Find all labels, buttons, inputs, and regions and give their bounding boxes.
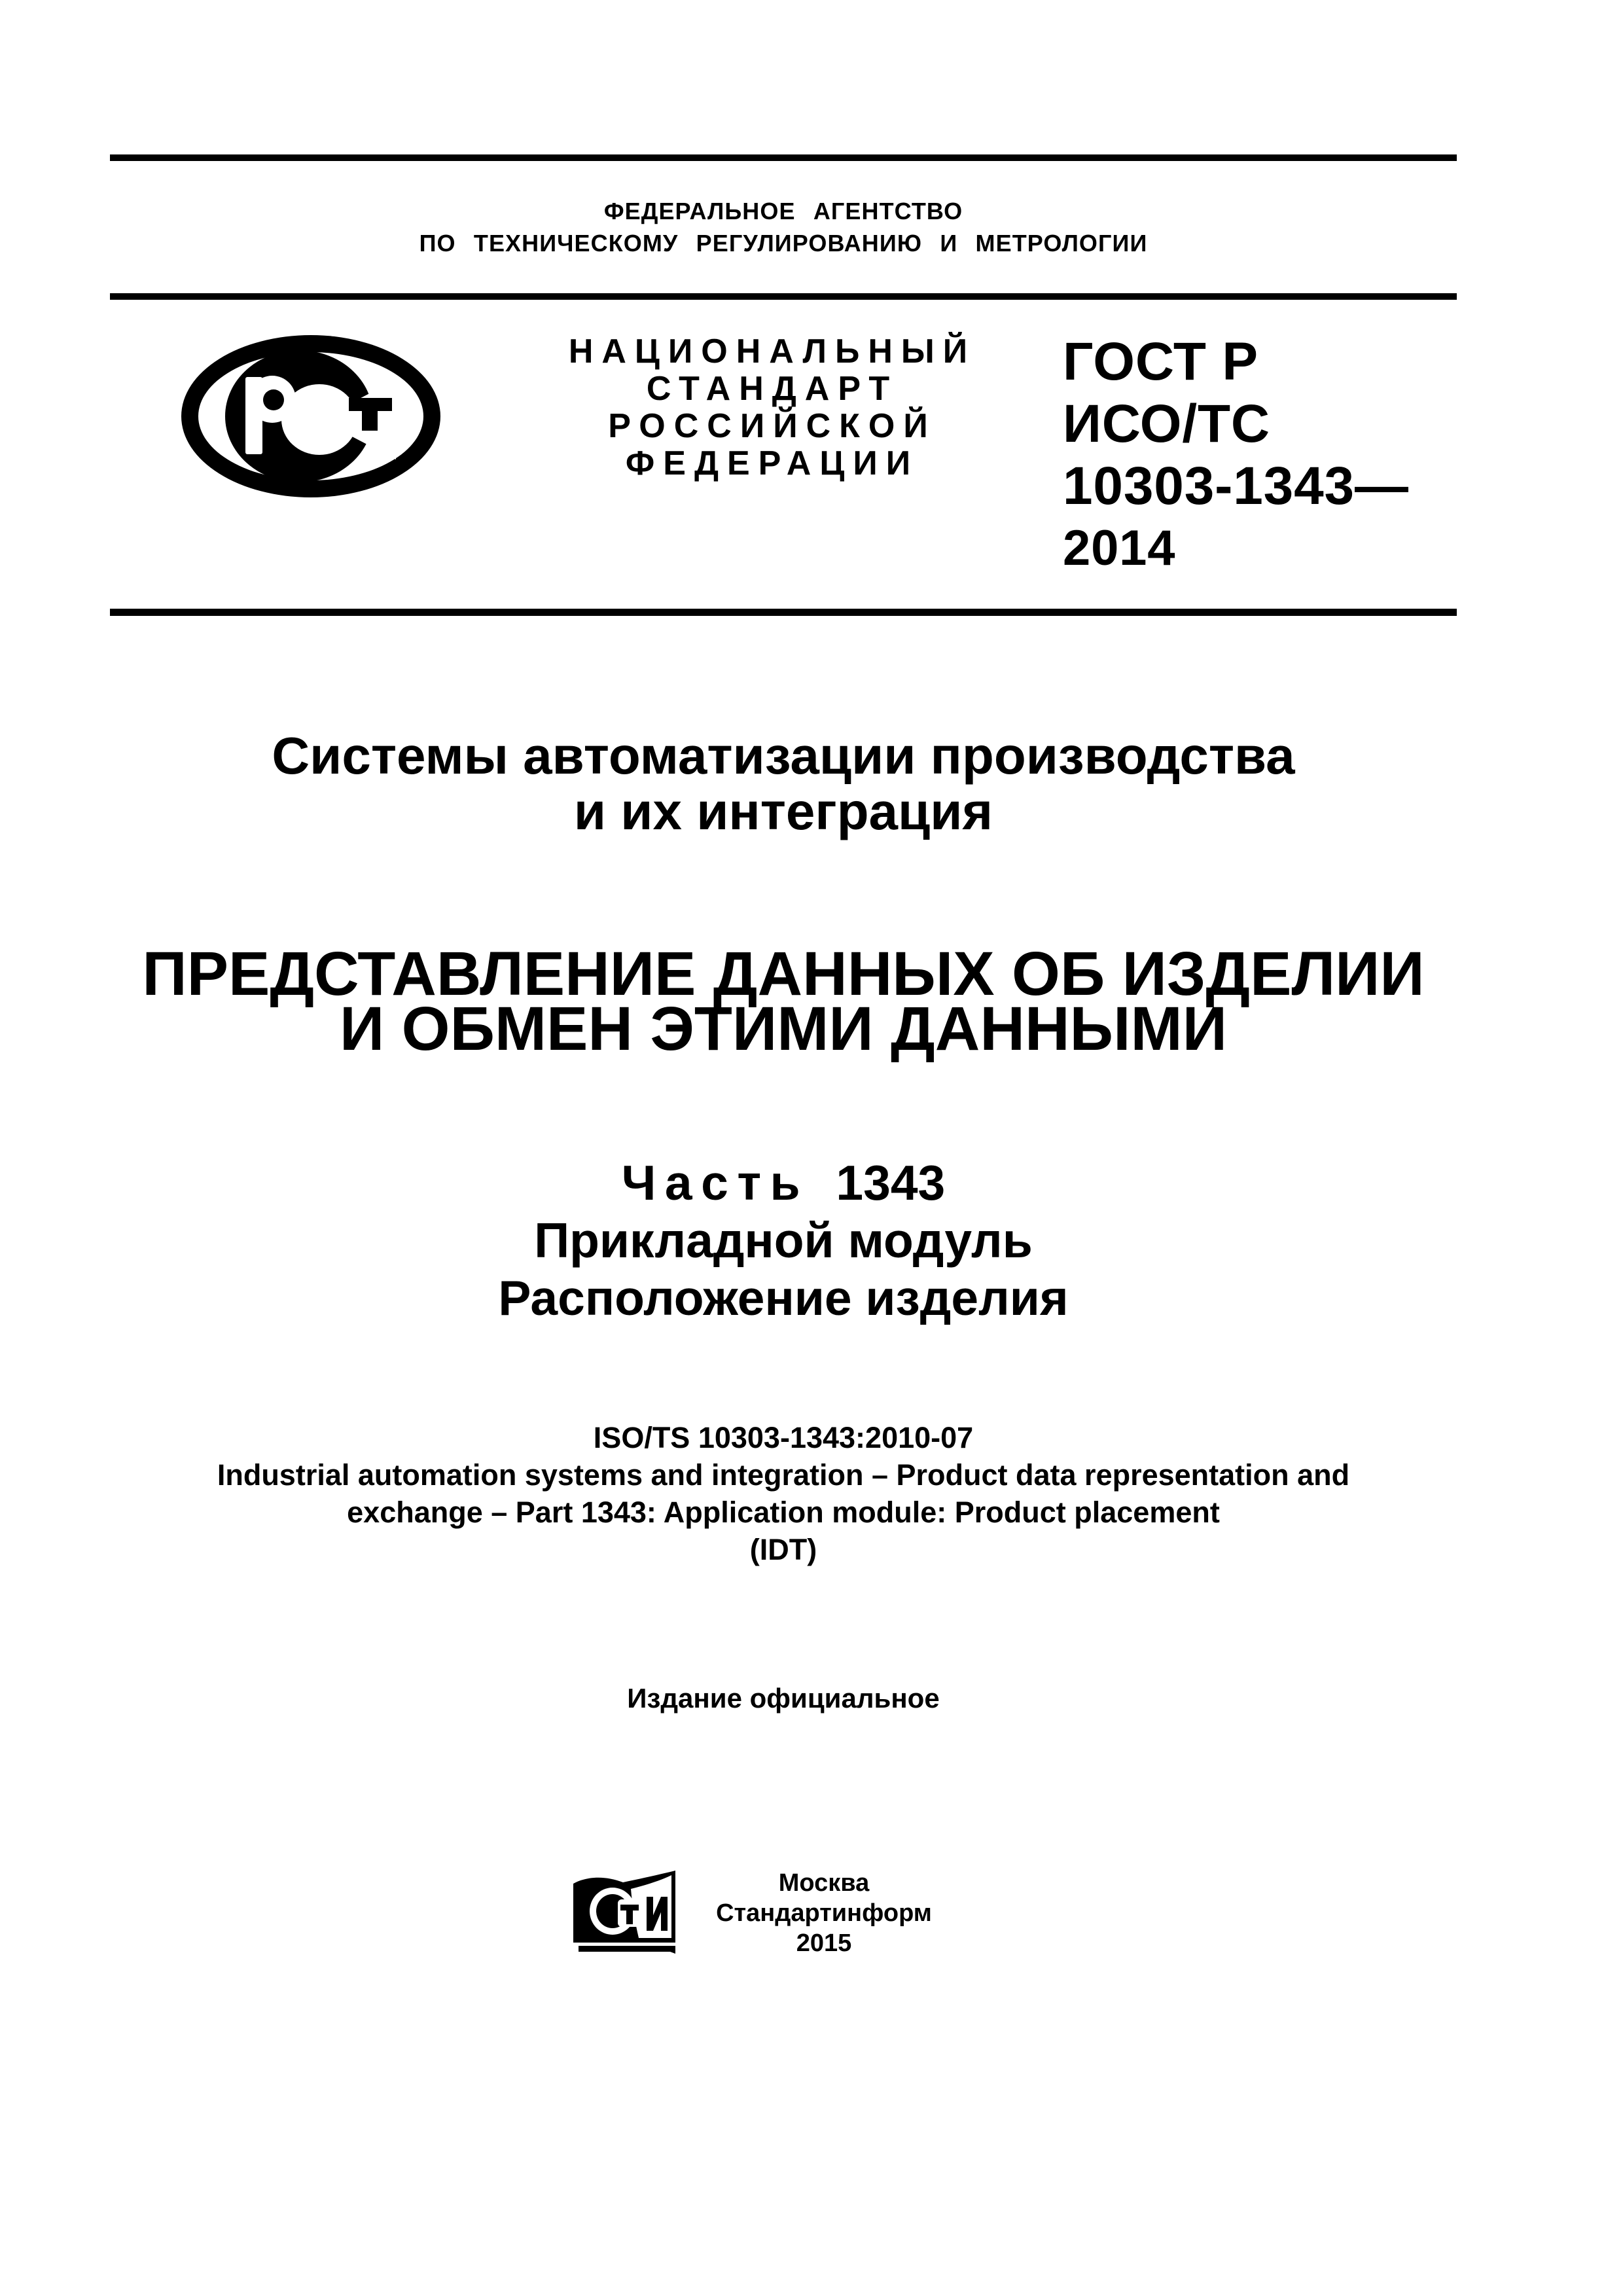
standard-type-line: НАЦИОНАЛЬНЫЙ <box>568 332 976 370</box>
part-number: 1343 <box>836 1155 946 1210</box>
national-standard-label <box>543 333 1001 482</box>
subject-group-title <box>110 728 1457 839</box>
iso-title-line-1: Industrial automation systems and integration – Product data representation and <box>217 1458 1350 1492</box>
rst-certification-icon <box>180 334 442 499</box>
standard-type-line: ФЕДЕРАЦИИ <box>625 444 919 482</box>
identity-note: (IDT) <box>749 1533 817 1566</box>
agency-line-1: ФЕДЕРАЛЬНОЕ АГЕНТСТВО <box>603 198 963 224</box>
top-rule <box>110 154 1457 161</box>
masthead-rule <box>110 609 1457 616</box>
iso-reference-block <box>110 1419 1457 1568</box>
designation-line: 10303-1343— <box>1063 456 1409 516</box>
part-heading <box>110 1154 1457 1211</box>
standard-designation <box>1063 331 1482 579</box>
designation-line: ИСО/ТС <box>1063 394 1270 454</box>
standard-type-line: РОССИЙСКОЙ <box>608 407 936 445</box>
subject-line-2: и их интеграция <box>573 782 993 840</box>
federal-agency-header <box>110 195 1457 259</box>
main-title-line-1: ПРЕДСТАВЛЕНИЕ ДАННЫХ ОБ ИЗДЕЛИИ <box>142 939 1425 1009</box>
imprint-year: 2015 <box>796 1929 852 1957</box>
standard-type-line: СТАНДАРТ <box>646 370 899 408</box>
iso-title-line-2: exchange – Part 1343: Application module: Product placement <box>347 1496 1220 1529</box>
header-rule <box>110 293 1457 300</box>
edition-note: Издание официальное <box>627 1683 940 1713</box>
main-title-line-2: И ОБМЕН ЭТИМИ ДАННЫМИ <box>340 994 1227 1064</box>
subject-line-1: Системы автоматизации производства <box>272 726 1295 785</box>
standartinform-logo-icon <box>573 1869 677 1954</box>
part-line-3: Расположение изделия <box>498 1270 1069 1325</box>
part-label: Часть <box>621 1155 810 1210</box>
imprint-block <box>693 1868 955 1958</box>
designation-line: ГОСТ Р <box>1063 332 1258 391</box>
main-title <box>110 939 1457 1064</box>
imprint-publisher: Стандартинформ <box>716 1899 932 1927</box>
designation-year: 2014 <box>1063 520 1176 576</box>
part-line-2: Прикладной модуль <box>534 1213 1033 1268</box>
iso-designation: ISO/TS 10303-1343:2010-07 <box>593 1421 974 1454</box>
part-title <box>110 1154 1457 1327</box>
imprint-city: Москва <box>778 1869 870 1897</box>
agency-line-2: ПО ТЕХНИЧЕСКОМУ РЕГУЛИРОВАНИЮ И МЕТРОЛОГИИ <box>419 230 1148 257</box>
